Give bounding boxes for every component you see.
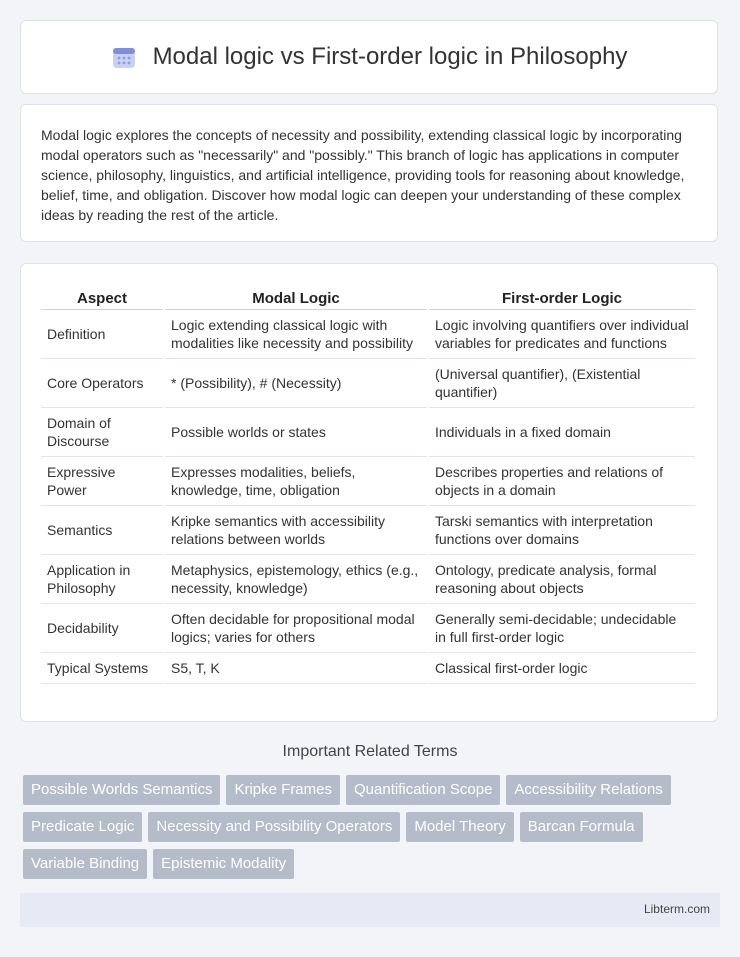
- related-term-tag[interactable]: Necessity and Possibility Operators: [148, 812, 400, 842]
- cell-aspect: Definition: [41, 310, 164, 359]
- cell-modal-logic: * (Possibility), # (Necessity): [164, 359, 428, 408]
- cell-aspect: Application in Philosophy: [41, 555, 164, 604]
- related-term-tag[interactable]: Barcan Formula: [520, 812, 643, 842]
- header-first-order-logic: First-order Logic: [428, 284, 696, 310]
- cell-first-order-logic: Describes properties and relations of objects in a domain: [428, 457, 696, 506]
- related-term-tag[interactable]: Quantification Scope: [346, 775, 500, 805]
- header-modal-logic: Modal Logic: [164, 284, 428, 310]
- cell-aspect: Domain of Discourse: [41, 408, 164, 457]
- intro-text: Modal logic explores the concepts of necessity and possibility, extending classical logic by incorporating modal operators such as "necessarily" and "possibly." This branch of logic has applications in computer science, philosophy, linguistics, and artificial intelligence, providing tools for reasoning about knowledge, belief, time, and obligation. Discover how modal logic can deepen your understanding of these complex ideas by reading the rest of the article.: [41, 127, 685, 223]
- cell-first-order-logic: Individuals in a fixed domain: [428, 408, 696, 457]
- calendar-icon: [111, 44, 137, 70]
- related-terms-title: Important Related Terms: [282, 743, 458, 760]
- table-row: [41, 359, 696, 408]
- comparison-card: [20, 263, 718, 722]
- related-term-tag[interactable]: Predicate Logic: [23, 812, 142, 842]
- table-header-row: [41, 284, 696, 310]
- cell-first-order-logic: (Universal quantifier), (Existential quantifier): [428, 359, 696, 408]
- cell-modal-logic: Logic extending classical logic with modalities like necessity and possibility: [164, 310, 428, 359]
- cell-first-order-logic: Tarski semantics with interpretation functions over domains: [428, 506, 696, 555]
- cell-modal-logic: Often decidable for propositional modal logics; varies for others: [164, 604, 428, 653]
- cell-first-order-logic: Ontology, predicate analysis, formal reasoning about objects: [428, 555, 696, 604]
- footer-site[interactable]: Libterm.com: [643, 902, 710, 916]
- related-term-tag[interactable]: Accessibility Relations: [506, 775, 670, 805]
- cell-aspect: Typical Systems: [41, 653, 164, 684]
- title-card: [20, 20, 718, 94]
- cell-first-order-logic: Generally semi-decidable; undecidable in full first-order logic: [428, 604, 696, 653]
- table-row: [41, 555, 696, 604]
- table-row: [41, 457, 696, 506]
- cell-aspect: Core Operators: [41, 359, 164, 408]
- comparison-table: [41, 284, 697, 684]
- cell-modal-logic: Kripke semantics with accessibility relations between worlds: [164, 506, 428, 555]
- cell-first-order-logic: Classical first-order logic: [428, 653, 696, 684]
- related-term-tag[interactable]: Epistemic Modality: [153, 849, 294, 879]
- table-row: [41, 408, 696, 457]
- related-term-tag[interactable]: Kripke Frames: [226, 775, 340, 805]
- intro-card: [20, 104, 718, 242]
- table-row: [41, 506, 696, 555]
- cell-modal-logic: Possible worlds or states: [164, 408, 428, 457]
- related-terms-list: [23, 775, 723, 879]
- cell-modal-logic: Expresses modalities, beliefs, knowledge, time, obligation: [164, 457, 428, 506]
- cell-modal-logic: S5, T, K: [164, 653, 428, 684]
- related-term-tag[interactable]: Model Theory: [406, 812, 513, 842]
- cell-first-order-logic: Logic involving quantifiers over individual variables for predicates and functions: [428, 310, 696, 359]
- page-title: Modal logic vs First-order logic in Philosophy: [152, 43, 628, 70]
- related-term-tag[interactable]: Possible Worlds Semantics: [23, 775, 220, 805]
- header-aspect: Aspect: [41, 284, 164, 310]
- related-term-tag[interactable]: Variable Binding: [23, 849, 147, 879]
- cell-aspect: Semantics: [41, 506, 164, 555]
- table-row: [41, 653, 696, 684]
- cell-modal-logic: Metaphysics, epistemology, ethics (e.g., necessity, knowledge): [164, 555, 428, 604]
- cell-aspect: Expressive Power: [41, 457, 164, 506]
- cell-aspect: Decidability: [41, 604, 164, 653]
- footer: [20, 893, 720, 927]
- table-row: [41, 604, 696, 653]
- table-row: [41, 310, 696, 359]
